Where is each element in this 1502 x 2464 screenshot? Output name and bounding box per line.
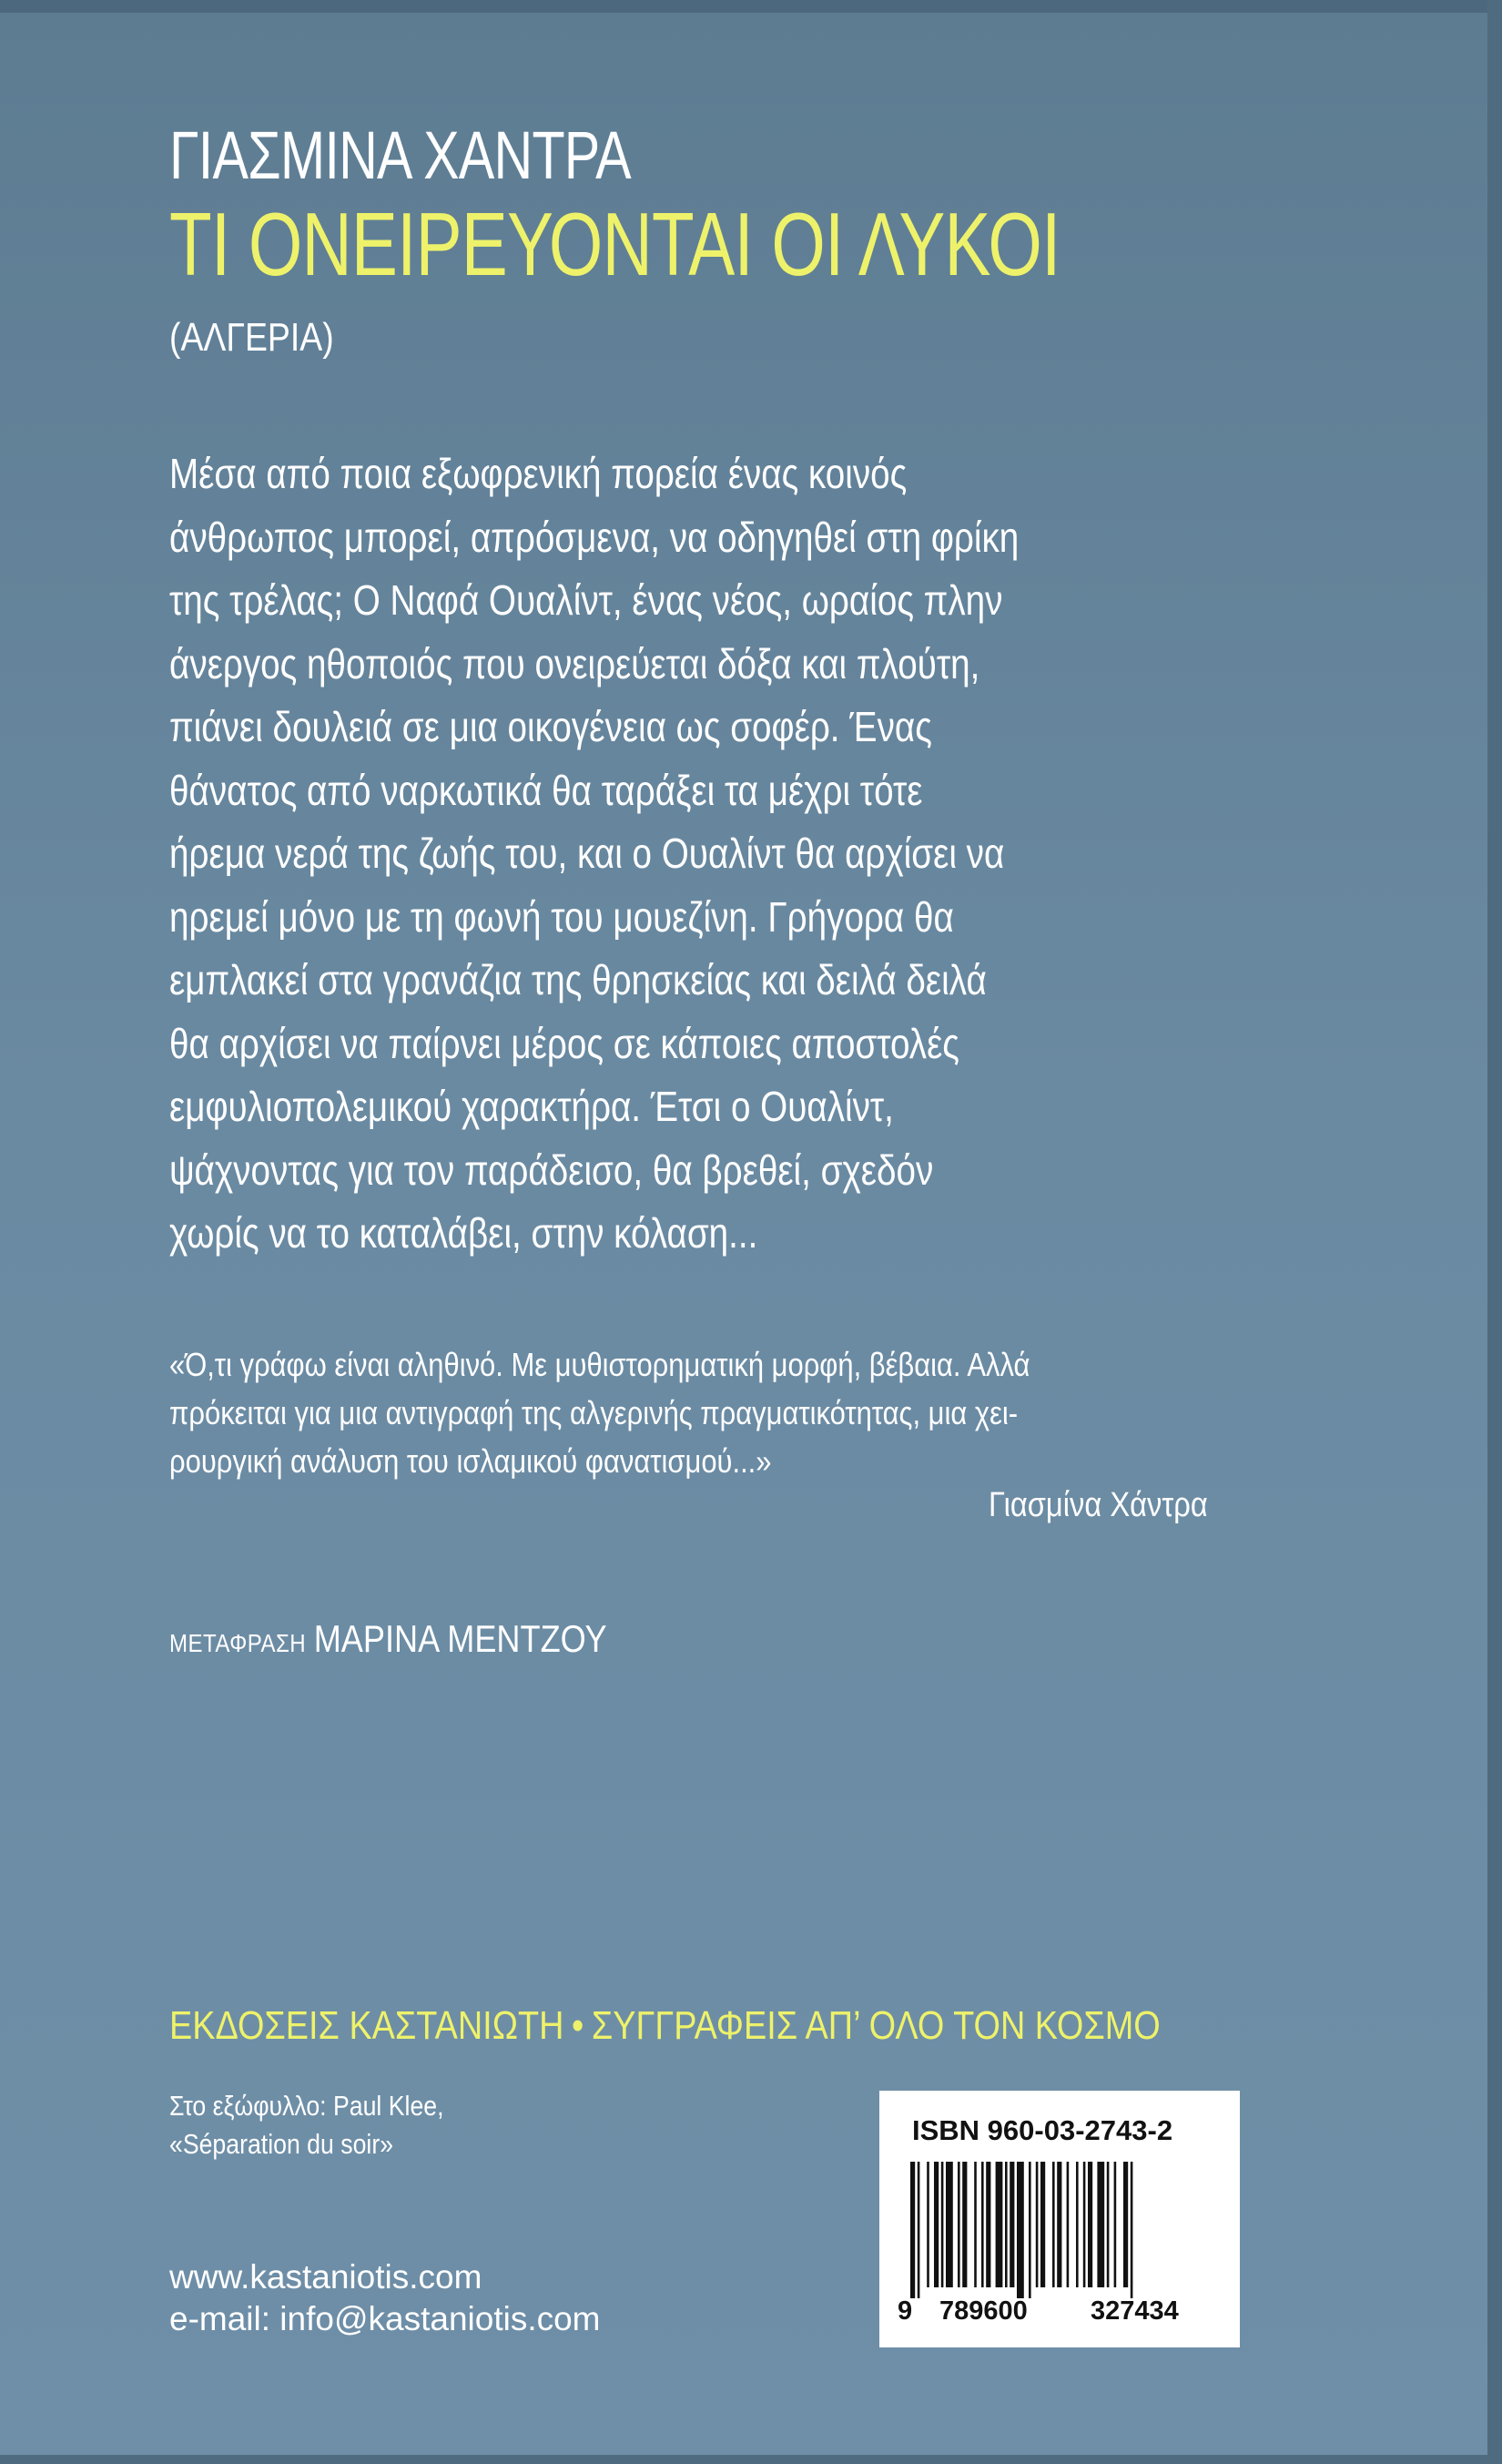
blurb [169,443,1019,1266]
quote-attribution: Γιασμίνα Χάντρα [989,1486,1208,1524]
barcode-bar [1083,2162,1086,2287]
email-link[interactable]: e-mail: info@kastaniotis.com [169,2300,601,2337]
barcode-bar [1088,2162,1092,2287]
author-quote [169,1340,1030,1485]
barcode-bar [958,2162,960,2287]
blurb-line: εμφυλιοπολεμικού χαρακτήρα. Έτσι ο Ουαλίντ, [169,1083,894,1130]
blurb-line: θάνατος από ναρκωτικά θα ταράξει τα μέχρι τότε [169,766,923,814]
barcode-digits-right: 327434 [1091,2296,1179,2326]
blurb-line: ψάχνοντας για τον παράδεισο, θα βρεθεί, σχεδόν [169,1145,934,1194]
blurb-line: ήρεμα νερά της ζωής του, και ο Ουαλίντ θα αρχίσει να [169,830,1005,877]
barcode-digit-first: 9 [898,2296,913,2326]
book-title: ΤΙ ΟΝΕΙΡΕΥΟΝΤΑΙ ΟΙ ΛΥΚΟΙ [169,194,1061,294]
quote-line: ρουργική ανάλυση του ισλαμικού φανατισμού...» [169,1442,772,1480]
blurb-line: πιάνει δουλειά σε μια οικογένεια ως σοφέρ. Ένας [169,703,932,750]
isbn-barcode [879,2091,1240,2347]
barcode-bar [986,2162,990,2287]
publisher-contact [169,2256,601,2340]
barcode-digits-left: 789600 [939,2296,1028,2326]
barcode-bar [1057,2162,1061,2287]
barcode-bar [941,2162,944,2287]
barcode-bar [918,2162,920,2298]
barcode-bar [962,2162,967,2287]
blurb-line: χωρίς να το καταλάβει, στην κόλαση... [169,1209,758,1257]
barcode-bar [1036,2162,1039,2287]
credit-line: Στο εξώφυλλο: Paul Klee, [169,2090,444,2122]
publisher-line [169,2003,1161,2049]
blurb-line: ηρεμεί μόνο με τη φωνή του μουεζίνη. Γρήγορα θα [169,892,954,941]
translator-name: ΜΑΡΙΝΑ ΜΕΝΤΖΟΥ [313,1617,607,1660]
bullet-separator: • [572,2003,584,2048]
barcode-bar [1040,2162,1045,2287]
quote-line: «Ό,τι γράφω είναι αληθινό. Με μυθιστορηματική μορφή, βέβαια. Αλλά [169,1346,1030,1383]
barcode-bar [1052,2162,1055,2287]
country-label: (ΑΛΓΕΡΙΑ) [169,315,334,360]
quote-line: πρόκειται για μια αντιγραφή της αλγερινής πραγματικότητας, μια χει- [169,1394,1019,1431]
barcode-bar [910,2162,915,2298]
barcode-bar [1017,2162,1024,2298]
barcode-bar [996,2162,1003,2287]
cover-art-credit [169,2087,444,2164]
blurb-line: άνεργος ηθοποιός που ονειρεύεται δόξα και πλούτη, [169,639,980,687]
publisher-name: ΕΚΔΟΣΕΙΣ ΚΑΣΤΑΝΙΩΤΗ [169,2003,564,2048]
barcode-digits [879,2296,1240,2333]
barcode-bar [1029,2162,1031,2298]
barcode-bar [1123,2162,1128,2287]
barcode-bar [1076,2162,1079,2287]
barcode-bar [1107,2162,1110,2287]
translator-credit [169,1617,607,1661]
barcode-bar [974,2162,977,2287]
translator-label: ΜΕΤΑΦΡΑΣΗ [169,1629,307,1657]
barcode-bar [1131,2162,1133,2298]
author-name: ΓΙΑΣΜΙΝΑ ΧΑΝΤΡΑ [169,117,631,193]
series-name: ΣΥΓΓΡΑΦΕΙΣ ΑΠ’ ΟΛΟ ΤΟΝ ΚΟΣΜΟ [591,2003,1161,2048]
website-link[interactable]: www.kastaniotis.com [169,2258,482,2296]
credit-line: «Séparation du soir» [169,2128,394,2160]
blurb-line: Μέσα από ποια εξωφρενική πορεία ένας κοινός [169,450,908,497]
barcode-bar [1114,2162,1117,2287]
isbn-text: ISBN 960-03-2743-2 [912,2114,1173,2146]
barcode-bar [981,2162,984,2287]
blurb-line: εμπλακεί στα γρανάζια της θρησκείας και δειλά δειλά [169,956,987,1003]
blurb-line: άνθρωπος μπορεί, απρόσμενα, να οδηγηθεί στη φρίκη [169,513,1020,561]
barcode-bars [910,2162,1211,2298]
barcode-bar [1067,2162,1070,2287]
blurb-line: της τρέλας; Ο Ναφά Ουαλίντ, ένας νέος, ωραίος πλην [169,576,1003,624]
barcode-bar [934,2162,939,2287]
barcode-bar [1097,2162,1104,2287]
barcode-bar [1010,2162,1014,2287]
barcode-bar [927,2162,929,2287]
barcode-bar [946,2162,953,2287]
barcode-bar [1005,2162,1008,2287]
blurb-line: θα αρχίσει να παίρνει μέρος σε κάποιες αποστολές [169,1019,959,1067]
